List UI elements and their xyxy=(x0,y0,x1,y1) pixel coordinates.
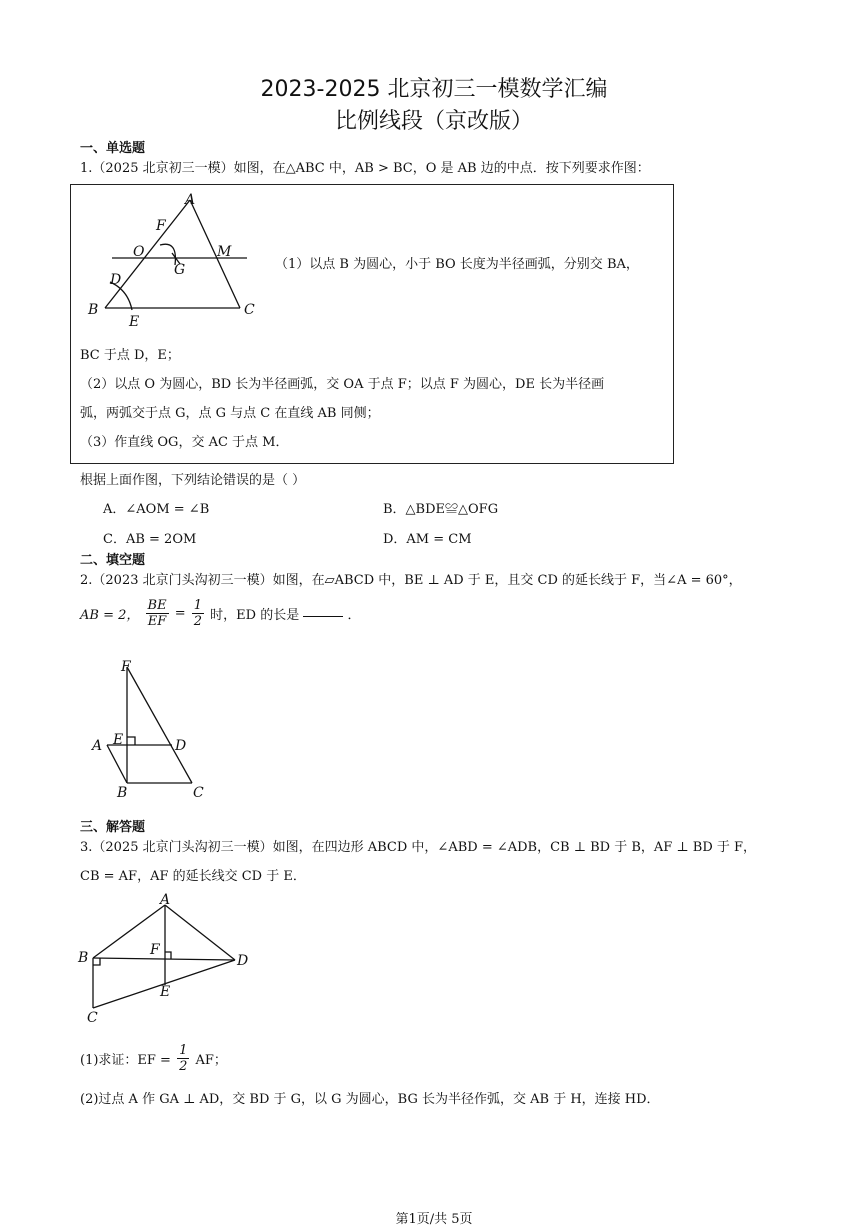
q2-ratio-den: EF xyxy=(147,614,167,629)
label-d: D xyxy=(175,738,187,754)
section-heading-fill-blank: 二、填空题 xyxy=(80,553,146,568)
label-d: D xyxy=(237,953,249,969)
section-heading-single-choice: 一、单选题 xyxy=(80,141,146,156)
page-subtitle: 比例线段（京改版） xyxy=(334,109,533,134)
right-angle-b xyxy=(93,958,100,965)
segment-fc xyxy=(127,667,192,783)
segment-bd xyxy=(93,958,235,960)
q1-step2a: （2）以点 O 为圆心，BD 长为半径画弧，交 OA 于点 F；以点 F 为圆心，DE 长为半径画 xyxy=(80,377,605,392)
q2-ratio-fraction xyxy=(146,598,169,629)
q1-figure xyxy=(80,190,270,330)
q1-option-b: B．△BDE≌△OFG xyxy=(383,502,499,517)
q2-line2-suffix: 时，ED 的长是 xyxy=(210,608,300,623)
label-c: C xyxy=(87,1010,98,1026)
q1-option-d: D．AM = CM xyxy=(383,532,472,547)
q2-line2 xyxy=(80,598,361,629)
label-b: B xyxy=(117,785,128,801)
q1-question: 根据上面作图，下列结论错误的是（ ） xyxy=(80,473,306,488)
segment-ac xyxy=(190,200,240,308)
label-g: G xyxy=(174,262,186,278)
label-e: E xyxy=(160,984,171,1000)
q1-step3: （3）作直线 OG，交 AC 于点 M． xyxy=(80,435,289,450)
label-a: A xyxy=(160,892,171,908)
q3-figure xyxy=(75,890,265,1030)
q3-half-num: 1 xyxy=(179,1043,188,1058)
q2-figure xyxy=(85,655,215,805)
right-angle-f xyxy=(165,952,171,959)
q2-half-fraction xyxy=(192,598,204,629)
q3-stem1: 3.（2025 北京门头沟初三一模）如图，在四边形 ABCD 中，∠ABD = ∠ADB，CB ⊥ BD 于 B，AF ⊥ BD 于 F， xyxy=(80,840,757,855)
label-f: F xyxy=(150,942,160,958)
label-b: B xyxy=(88,302,99,318)
q1-option-a: A．∠AOM = ∠B xyxy=(103,502,210,517)
label-d: D xyxy=(110,272,122,288)
q1-stem: 1.（2025 北京初三一模）如图，在△ABC 中，AB > BC，O 是 AB 边的中点．按下列要求作图： xyxy=(80,161,650,176)
q1-step2b: 弧，两弧交于点 G，点 G 与点 C 在直线 AB 同侧； xyxy=(80,406,380,421)
label-e: E xyxy=(113,732,124,748)
segment-ab xyxy=(105,200,190,308)
q2-ratio-num: BE xyxy=(147,598,167,613)
page-number: 第1页/共 5页 xyxy=(395,1212,473,1227)
q1-step1a: （1）以点 B 为圆心，小于 BO 长度为半径画弧，分别交 BA， xyxy=(275,257,639,272)
segment-ab xyxy=(107,745,127,783)
label-a: A xyxy=(92,738,103,754)
q3-part1-prefix: (1)求证：EF = xyxy=(80,1053,171,1068)
label-e: E xyxy=(129,314,140,330)
q3-half-fraction xyxy=(177,1043,189,1074)
q2-half-num: 1 xyxy=(193,598,203,613)
q3-part2: (2)过点 A 作 GA ⊥ AD，交 BD 于 G，以 G 为圆心，BG 长为半径作弧，交 AB 于 H，连接 HD． xyxy=(80,1092,660,1107)
page-title: 2023-2025 北京初三一模数学汇编 xyxy=(260,77,608,102)
q2-stem: 2.（2023 北京门头沟初三一模）如图，在▱ABCD 中，BE ⊥ AD 于 E，且交 CD 的延长线于 F，当∠A = 60°， xyxy=(80,573,742,588)
q2-ab-value: AB = 2， xyxy=(80,608,140,623)
label-c: C xyxy=(193,785,204,801)
label-a: A xyxy=(185,192,196,208)
q1-option-c: C．AB = 2OM xyxy=(103,532,197,547)
q2-half-den: 2 xyxy=(193,614,203,629)
segment-ad xyxy=(165,905,235,960)
q3-half-den: 2 xyxy=(179,1059,188,1074)
label-c: C xyxy=(244,302,255,318)
label-f: F xyxy=(121,659,131,675)
label-b: B xyxy=(78,950,89,966)
q2-line2-end: ． xyxy=(347,608,361,623)
q2-answer-blank[interactable] xyxy=(303,604,343,617)
q2-equals: = xyxy=(174,606,186,621)
right-angle-e xyxy=(127,737,135,745)
label-f: F xyxy=(156,218,166,234)
label-o: O xyxy=(133,244,145,260)
q3-stem2: CB = AF，AF 的延长线交 CD 于 E． xyxy=(80,869,306,884)
section-heading-answer: 三、解答题 xyxy=(80,820,146,835)
q3-part1 xyxy=(80,1043,227,1074)
q1-step1b: BC 于点 D，E； xyxy=(80,348,180,363)
q3-part1-suffix: AF； xyxy=(195,1053,227,1068)
label-m: M xyxy=(217,244,232,260)
